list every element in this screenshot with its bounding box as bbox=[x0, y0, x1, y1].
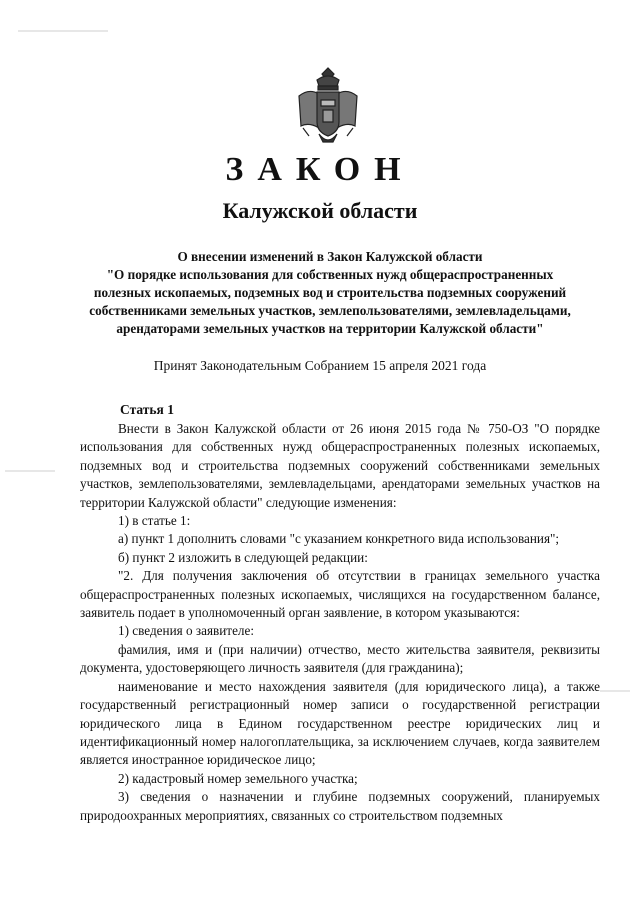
paragraph: 2) кадастровый номер земельного участка; bbox=[118, 770, 358, 786]
article-body bbox=[80, 420, 600, 825]
law-heading bbox=[40, 248, 620, 338]
law-title: ЗАКОН bbox=[225, 151, 415, 188]
coat-of-arms-icon bbox=[295, 66, 361, 150]
paragraph: б) пункт 2 изложить в следующей редакции: bbox=[118, 549, 368, 565]
paragraph: "2. Для получения заключения об отсутствии в границах земельного участка общераспространенных полезных ископаемых, числящихся на государственном балансе, заявитель подает в уполномоченный орган заявление, в котором указываются: bbox=[80, 568, 600, 621]
paragraph: а) пункт 1 дополнить словами "с указанием конкретного вида использования"; bbox=[118, 531, 560, 547]
scan-artifact bbox=[5, 470, 55, 472]
heading-line: собственниками земельных участков, землепользователями, землевладельцами, bbox=[89, 303, 571, 318]
paragraph: фамилия, имя и (при наличии) отчество, место жительства заявителя, реквизиты документа, удостоверяющего личность заявителя (для гражданина); bbox=[80, 641, 600, 676]
paragraph: Внести в Закон Калужской области от 26 июня 2015 года № 750-ОЗ "О порядке использования для собственных нужд общераспространенных полезных ископаемых, подземных вод и строительства подземных сооружений собственниками земельных участков, землепользователями, землевладельцами, арендаторами земельных участков на территории Калужской области" следующие изменения: bbox=[80, 421, 600, 510]
paragraph: наименование и место нахождения заявителя (для юридического лица), а также государственный регистрационный номер записи о государственной регистрации юридического лица в Едином государственном реестре юридических лиц и идентификационный номер налогоплательщика, за исключением случаев, когда заявителем является иностранное юридическое лицо; bbox=[80, 678, 600, 768]
heading-line: О внесении изменений в Закон Калужской области bbox=[177, 249, 483, 264]
paragraph: 1) сведения о заявителе: bbox=[118, 623, 255, 639]
article-title: Статья 1 bbox=[120, 402, 174, 417]
scan-artifact bbox=[600, 690, 630, 692]
heading-line: "О порядке использования для собственных нужд общераспространенных bbox=[106, 267, 554, 282]
heading-line: арендаторами земельных участков на территории Калужской области" bbox=[116, 321, 544, 336]
region-title: Калужской области bbox=[222, 198, 418, 223]
paragraph: 1) в статье 1: bbox=[118, 513, 191, 529]
heading-line: полезных ископаемых, подземных вод и строительства подземных сооружений bbox=[93, 285, 567, 300]
paragraph: 3) сведения о назначении и глубине подземных сооружений, планируемых природоохранных мероприятиях, связанных со строительством подземных bbox=[80, 789, 600, 823]
scan-artifact bbox=[18, 30, 108, 32]
adoption-note: Принят Законодательным Собранием 15 апреля 2021 года bbox=[153, 358, 487, 373]
